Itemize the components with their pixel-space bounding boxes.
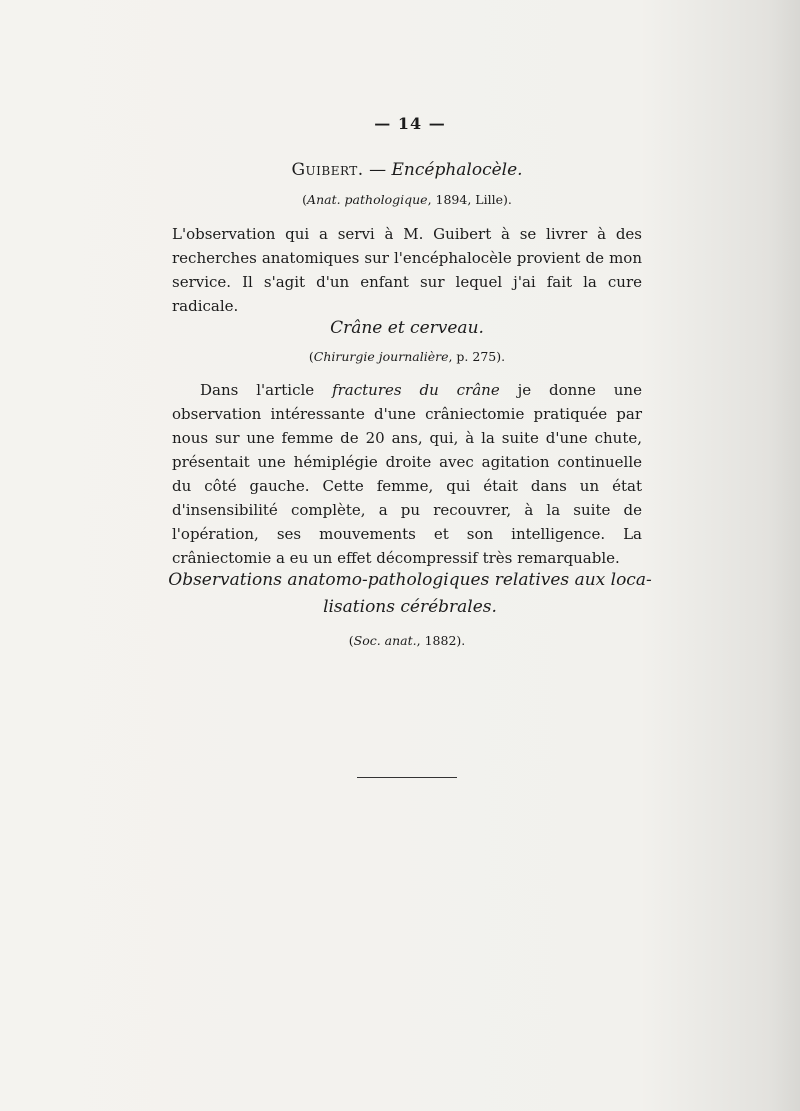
end-rule [357, 777, 457, 778]
entry-reference [172, 192, 642, 207]
entry-title-line1: Observations anatomo-pathologiques relatives aux loca- [168, 570, 652, 590]
ref-source: Chirurgie journalière [313, 349, 449, 364]
entry-heading-guibert [172, 160, 642, 180]
para-start: Dans l'article [200, 381, 333, 399]
entry-paragraph: L'observation qui a servi à M. Guibert à se livrer à des recherches anatomiques sur l'encéphalocèle provient de mon service. Il s'agit d'un enfant sur lequel j'ai fait la cure radicale. [172, 225, 642, 315]
entry-title: Crâne et cerveau. [330, 318, 484, 338]
entry-dash: — [363, 160, 392, 180]
ref-rest: , p. 275). [448, 349, 506, 364]
entry-heading-observations [160, 567, 660, 621]
page-number: — 14 — [374, 114, 446, 133]
ref-open: ( [348, 633, 354, 648]
para-rest: je donne une observation intéressante d'une crâniectomie pratiquée par nous sur une femme de 20 ans, qui, à la suite d'une chute, présentait une hémiplégie droite avec agitation continuelle du côté gauche. Cette femme, qui était dans un état d'insensibilité complète, a pu recouvrer, à la suite de l'opération, ses mouvements et son intelligence. La crâniectomie a eu un effet décompressif très remarquable. [172, 381, 642, 567]
ref-open: ( [308, 349, 314, 364]
ref-open: ( [302, 192, 308, 207]
para-italic: fractures du crâne [332, 381, 500, 399]
ref-rest: , 1894, Lille). [427, 192, 512, 207]
ref-rest: , 1882). [416, 633, 466, 648]
entry-title-line2: lisations cérébrales. [323, 597, 497, 617]
ref-source: Soc. anat. [353, 633, 417, 648]
entry-reference [172, 349, 642, 364]
entry-title: Encéphalocèle. [391, 160, 523, 180]
entry-author: Guibert. [291, 160, 364, 180]
entry-reference [172, 633, 642, 648]
entry-heading-crane [172, 318, 642, 338]
ref-source: Anat. pathologique [307, 192, 428, 207]
entry-paragraph [172, 378, 642, 570]
